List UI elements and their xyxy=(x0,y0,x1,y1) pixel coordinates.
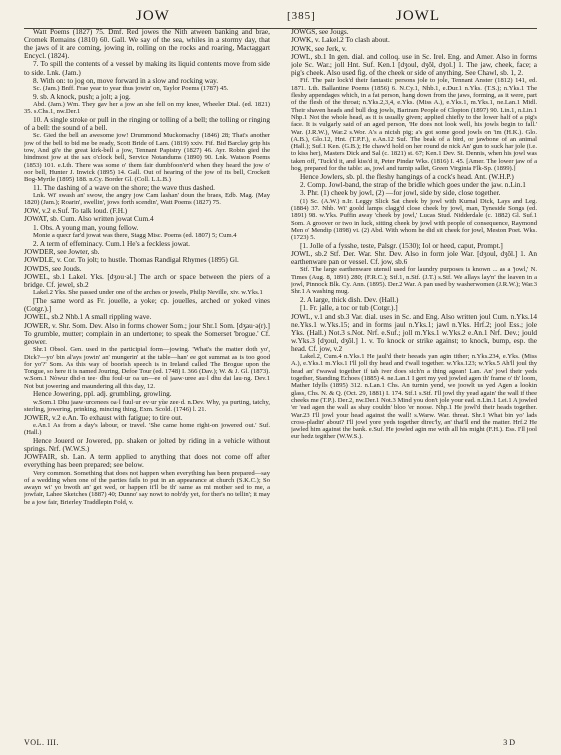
entry-paragraph: Sc. Gied the bell an awesome jow! Drummond Muckomachy (1846) 28; That's another jow of the bell to bid me be ready, Scott Bride of Lam. (1819) xxiv. Fif. Bid Barclay grip his tow, And gi'e the great kirk-bell a jow, Tennant Papistry (1827) 46. Ayr. Robin gied the hindmost jow at the sax o'clock bell, Service Notandums (1890) 90. Lnk. Watson Poems (1853) 101. e.Lth. There was some o' them fair dumbfoon'er'd when they heard the jow o' oor bell, Hunter J. Inwick (1895) 14. Gall. Out of hearing of the jow of its bell, Crockett Bog-Myrtle (1895) 188. n.Cy. Border Gl. (Coll. L.L.B.) xyxy=(24,132,270,184)
entry-headword-paragraph: JOWDS, see Jouds. xyxy=(24,263,82,273)
entry-paragraph: Shr.1 Obsol. Gen. used in the participial form—jowing. 'What's the matter doth yo', Dick?—yo' bin al'ays jowin' an' mungerin' at the table—han' ee got summat as is too good for yo'?' Som. As this way of boorish speech is in Ireland called The Brogue upon the Tongue, so here it is named Jouring, Defoe Tour (ed. 1748) I. 366 (Dav.); W. & J. Gl. (1873). w.Som.1 Nòwur dhd·n tee· dhu foul·ur oa un—ee ol jaaw·uree au·l dhu dai lau·ng. Dev.1 Not but jowering and maundering all this day, 12. xyxy=(24,346,270,390)
entry-headword-paragraph: JOWL, v.1 and sb.3 Var. dial. uses in Sc. and Eng. Also written joul Cum. n.Yks.14 ne.Yks.1 w.Yks.15; and in forms jaul n.Yks.1; jawl n.Yks. Hrf.2; jool Ess.; jole Yks. (Hall.) Not.3 s.Not. Nrf. e.Suf.; joll m.Yks.1 w.Yks.2 e.An.1 Nrf. Dev.; jould w.Yks.3 [dʒoul, dʒōl.] 1. v. To knock or strike against; to knock, bump, esp. the head. Cf. jow, v.2 xyxy=(291,311,537,353)
entry-headword-paragraph: JOWDLE, v. Cor. To jolt; to hustle. Thomas Randigal Rhymes (1895) Gl. xyxy=(24,255,239,265)
entry-paragraph: 2. Comp. Jowl-band, the strap of the bridle which goes under the jaw. n.Lin.1 xyxy=(300,179,526,189)
entry-paragraph: Sc. (Jam.) Bnff. Frae year to year thus jowin' on, Taylor Poems (1787) 45. xyxy=(33,85,229,93)
entry-headword-paragraph: JOWFAIR, sb. Lan. A term applied to anything that does not come off after everything has been prepared; see below. xyxy=(24,452,270,470)
text-columns xyxy=(24,28,537,728)
entry-paragraph: (1) Sc. (A.W.) n.Ir. Leggy Slick Sat cheek by jowl with Kurnal Dick, Lays and Leg. (1884) 37. Nhb. Wi' goold lamps clagg'd close cheek by jowl, man, Tyneside Songs (ed. 1891) 98. w.Yks. Puffin away 'cheek by jowl,' Lucas Stud. Nidderdale (c. 1882) Gl. Suf.1 Som. A groover or two in luck, sitting cheek by jowl with people of consequence, Raymond Men o' Mendip (1898) vi. (2) Abd. With whom he did sit cheek for jowl, Meston Poet. Wks. (1723) 5. xyxy=(291,197,537,242)
entry-paragraph: Fif. The pair lock'd their fantastic persons jole to jole, Tennant Anster (1812) 141, ed. 1871. Lth. Ballantine Poems (1856) 6. N.Cy.1, Nhb.1, e.Dur.1 n.Yks. (T.S.); n.Yks.1 The fleshy appendages which, in a fat person, hang down from the jaws, forming, as it were, part of the flesh of the throat; n.Yks.2,3,4, e.Yks. (Miss A.), e.Yks.1, m.Yks.1, ne.Lan.1 Midl. Their shaven heads and bull dog jowls, Bartram People of Clopton (1897) 90. Lin.1, n.Lin.1 Nhp.1 Not the whole head, as it is usually given; applied chiefly to the lower half of a pig's face. It is vulgarly said of an aged person, 'He does not look well, his jowls begin to fall.' War. (J.R.W.), War.2 s.Wor. A's a nicish pig; a's got some good jowls on 'im (H.K.). Glo. (A.B.), Glo.12, Hnt. (T.P.F.), e.An.12 Suf. The beak of a bird, or jawbone of an animal (Hall.); Suf.1 Ken. (G.B.); He chaw'd hold on her round de nick An' gun to suck har jole (i.e. to kiss her), Masters Dick and Sal (c. 1821) st. 67; Ken.1 Dev. St. Dennis, when his jowl was taken off, 'Tuck'd it, and kiss'd it, Peter Pindar Wks. (1816) I. 45. [Amer. The lower jaw of a hog, prepared for the table: as, jowl and turnip sallet, Green Virginia Flk-Sp. (1899).] xyxy=(291,77,537,173)
page-number: [385] xyxy=(287,10,316,22)
entry-headword-paragraph: JOWER, v. Shr. Som. Dev. Also in forms chower Som.; jour Shr.1 Som. [dʒau·ə(r).] To grumble, mutter; complain in an undertone; to speak the Somerset 'brogue.' Cf. geower. xyxy=(24,320,270,346)
entry-paragraph: Hence Jowering, ppl. adj. grumbling, growling. xyxy=(33,389,172,399)
entry-headword-paragraph: JOW, v.2 e.Suf. To talk loud. (F.H.) xyxy=(24,206,128,216)
entry-paragraph: e.An.1 As from a day's labour, or travel. 'She came home right-on jowered out.' Suf. (Hall.) xyxy=(24,421,270,437)
entry-paragraph: 7. To spill the contents of a vessel by making its liquid contents move from side to side. Lnk. (Jam.) xyxy=(24,59,270,77)
entry-paragraph: 8. With on: to jog on, move forward in a slow and rocking way. xyxy=(33,75,219,85)
entry-paragraph: Watt Poems (1827) 75. Dmf. Red jowes the Nith atween banking and brae, Cromek Remains (1810) 60. Gall. We say of the sea, whiles in a stormy day, that the jaws of it are coming, jowing in, rolling on the rocks and roaring, Mactaggart Encycl. (1824). xyxy=(24,28,270,61)
entry-paragraph: 1. Obs. A young man, young fellow. xyxy=(33,222,139,232)
entry-paragraph: w.Som.1 Dhu jaaw·urcenees oa·l fuul·ur ev·ur yùe zee·d. n.Dev. Why, ya purting, tatchy, sterling, jowering, prinking, mincing thing, Exm. Scold. (1746) l. 21. xyxy=(24,398,270,413)
entry-paragraph: 3. Phr. (1) cheek by jowl, (2) —for jowl, side by side, close together. xyxy=(300,188,501,198)
left-column xyxy=(24,28,270,728)
entry-paragraph: Abd. (Jam.) Wm. They gav her a jow an she fell on my knee, Wheeler Dial. (ed. 1821) 35. s.Chs.1, nw.Der.1 xyxy=(24,101,270,116)
entry-paragraph: Stf. The large earthenware utensil used for laundry purposes is known ... as a 'jowl,' N. Times (Aug. 8, 1891) 280; (F.R.C.); Stf.1, n.Stf. (J.T.) s.Stf. We allays lay'n' the leaven in a jowl, Pinnock Blk. Cy. Ann. (1895). Der.2 War. A pan used by washerwomen (J.R.W.); War.3 Shr.1 A washing mug. xyxy=(291,266,537,296)
right-column xyxy=(291,28,537,728)
entry-paragraph: Lakel.2 Yks. She passed under one of the arches or jowels, Philip Neville, xiv. w.Yks.1 xyxy=(33,289,263,297)
page-header xyxy=(24,6,537,28)
entry-paragraph: Hence Jowlers, sb. pl. the fleshy hangings of a cock's head. Ant. (W.H.P.) xyxy=(300,171,514,181)
entry-paragraph: 2. A term of effeminacy. Cum.1 He's a feckless jowat. xyxy=(33,238,190,248)
signature-mark: 3 D xyxy=(503,738,515,747)
page-footer xyxy=(24,738,537,750)
entry-paragraph: [1. Fr. jalle, a toc or tub (Cotgr.).] xyxy=(300,303,398,313)
entry-paragraph: 9. sb. A knock, push; a jolt; a jog. xyxy=(33,91,131,101)
entry-paragraph: [The same word as Fr. jouelle, a yoke; cp. jouelles, arched or yoked vines (Cotgr.).] xyxy=(24,296,270,314)
entry-headword-paragraph: JOWER, v.2 e.An. To exhaust with fatigue; to tire out. xyxy=(24,412,183,422)
entry-paragraph: Very common. Something that does not happen when everything has been prepared—say of a wedding when one of the parties fails to put in an appearance at church (S.K.C.); So awayn wi' yo bwoth an' get wed, or happen it'll be th' same as mi mother sed to me, a jowfair, Lahee Sketches (1887) 40; Dunno' say nowt to nob'dy yet, for ther's no tellin'; it may be a jow fair, Brierley Traddlepin Fold, v. xyxy=(24,469,270,506)
entry-paragraph: 10. A single stroke or pull in the ringing or tolling of a bell; the tolling or ringing of a bell: the sound of a bell. xyxy=(24,115,270,133)
entry-headword-paragraph: JOWAT, sb. Cum. Also written jowat Cum.4 xyxy=(24,214,154,224)
entry-headword-paragraph: JOWL, sb.2 Stf. Der. War. Shr. Dev. Also in form jole War. [dʒoul, dʒōl.] 1. An earthenware pan or vessel. Cf. jow, sb.6 xyxy=(291,249,537,267)
entry-paragraph: Monie a quecr far'd jowat was there, Stagg Misc. Poems (ed. 1807) 5; Cum.4 xyxy=(33,232,237,240)
entry-paragraph: 2. A large, thick dish. Dev. (Hall.) xyxy=(300,294,399,304)
entry-headword-paragraph: JOWGS, see Jougs. xyxy=(291,28,349,36)
entry-paragraph: Hence Jouerd or Jowered, pp. shaken or jolted by riding in a vehicle without springs. Nrf. (W.W.S.) xyxy=(24,435,270,453)
header-right-word: JOWL xyxy=(396,8,440,24)
entry-headword-paragraph: JOWDER, see Jowter, sb. xyxy=(24,247,100,257)
entry-paragraph: Lakel.2, Cum.4 n.Yks.1 He jaul'd their heeads yan agin tither; n.Yks.234, e.Yks. (Miss A.), e.Yks.1 m.Yks.1 I'll joll thy head and t'wall together. w.Yks.123; w.Yks.5 Ah'll joul thy head an' t'wawal together if tah iver does sich'n a thing agean! Lan. An' jowl their yeds together, Standing Echoes (1885) 4. ne.Lan.1 I gert my yed jowled agen th' frame o' th' loom, Mather Idylls (1895) 312. n.Lan.1 Chs. An turnin yend, we joowlt us yed Agen a lookin glass, Chs. N. & Q. (Oct. 29, 1881) I. 174. Stf.1 s.Stf. I'll jowl thy yead again' the wall if thee cheeks me (T.P.). Der.2, nw.Der.1 Not.3 Mind you don't jole your ead. n.Lin.1 Lei.1 A jowled 'er 'ead agen the wall as shay couldn' bloo 'er noose. Nhp.1 He jowl'd their heads together. War.23 I'll jowl your head against the wall! s.Warw. War. threat. Shr.1 What bin yo' lads cross-pladin' about? I'll jowl yore yeds together direc'ly, an' that'll end the matter. Hrf.2 He jawled him against the bank. e.Suf. He jowled agin me with all his might (F.H.). Ess. I'll jool eur hedz tegither (W.W.S.). xyxy=(291,353,537,441)
header-left-word: JOW xyxy=(136,8,170,24)
entry-headword-paragraph: JOWK, see Jerk, v. xyxy=(291,43,347,53)
entry-headword-paragraph: JOWK, v. Lakel.2 To clash about. xyxy=(291,35,390,45)
entry-headword-paragraph: JOWEL, sb.1 Lakel. Yks. [dʒou·əl.] The arch or space between the piers of a bridge. Cf. jewel, sb.2 xyxy=(24,272,270,290)
entry-paragraph: Lnk. Wi' swash an' swow, the angry jow Cam lashan' doun the braes, Edb. Mag. (May 1820) (Jam.); Roarin', swellin', jows forth scendin', Watt Poems (1827) 75. xyxy=(24,192,270,207)
entry-headword-paragraph: JOWEL, sb.2 Nhb.1 A small rippling wave. xyxy=(24,312,152,322)
entry-paragraph: 11. The dashing of a wave on the shore; the wave thus dashed. xyxy=(33,182,215,192)
entry-headword-paragraph: JOWL, sb.1 In gen. dial. and colloq. use in Sc. Irel. Eng. and Amer. Also in forms jole Sc. War.; joll Hnt. Suf. Ken.1 [dʒoul, dʒōl, dʒol.] 1. The jaw, cheek, face; a pig's cheek. Also used fig. of the cheek or side of anything. See Chawl, sb. 1, 2. xyxy=(291,52,537,78)
entry-paragraph: [1. Jolle of a fysshe, teste, Palsgr. (1530); Iol or heed, caput, Prompt.] xyxy=(300,240,503,250)
volume-label: VOL. III. xyxy=(24,738,59,747)
